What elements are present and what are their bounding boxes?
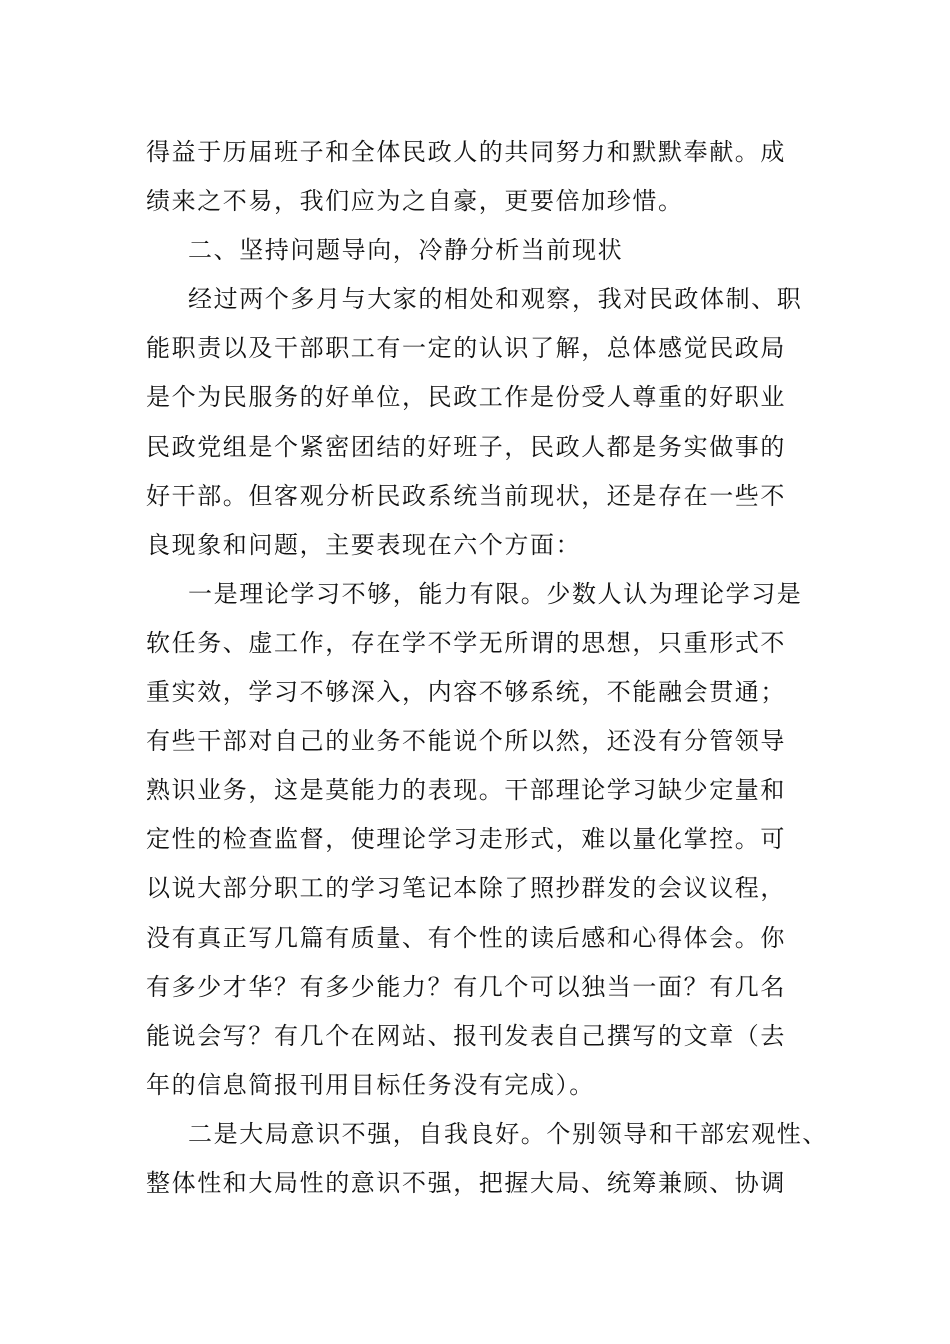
text-line-20: 年的信息简报刊用目标任务没有完成）。 xyxy=(146,1070,595,1099)
text-line-5: 能职责以及干部职工有一定的认识了解，总体感觉民政局 xyxy=(146,334,786,363)
text-line-8: 好干部。但客观分析民政系统当前现状，还是存在一些不 xyxy=(146,481,786,510)
text-line-12: 重实效，学习不够深入，内容不够系统，不能融会贯通； xyxy=(146,678,786,707)
text-line-4: 经过两个多月与大家的相处和观察，我对民政体制、职 xyxy=(188,285,803,314)
text-line-11: 软任务、虚工作，存在学不学无所谓的思想，只重形式不 xyxy=(146,628,786,657)
text-line-14: 熟识业务，这是莫能力的表现。干部理论学习缺少定量和 xyxy=(146,776,786,805)
text-line-16: 以说大部分职工的学习笔记本除了照抄群发的会议议程， xyxy=(146,874,786,903)
text-line-1: 得益于历届班子和全体民政人的共同努力和默默奉献。成 xyxy=(146,138,786,166)
text-line-13: 有些干部对自己的业务不能说个所以然，还没有分管领导 xyxy=(146,727,786,756)
text-line-2: 绩来之不易，我们应为之自豪，更要倍加珍惜。 xyxy=(146,187,684,216)
text-line-7: 民政党组是个紧密团结的好班子，民政人都是务实做事的 xyxy=(146,432,786,461)
text-line-15: 定性的检查监督，使理论学习走形式，难以量化掌控。可 xyxy=(146,825,786,854)
text-line-18: 有多少才华？有多少能力？有几个可以独当一面？有几名 xyxy=(146,972,786,1001)
text-line-6: 是个为民服务的好单位，民政工作是份受人尊重的好职业 xyxy=(146,383,786,412)
text-line-10: 一是理论学习不够，能力有限。少数人认为理论学习是 xyxy=(188,579,803,608)
text-line-17: 没有真正写几篇有质量、有个性的读后感和心得体会。你 xyxy=(146,923,786,952)
text-line-21: 二是大局意识不强，自我良好。个别领导和干部宏观性、 xyxy=(188,1119,828,1148)
text-line-9: 良现象和问题，主要表现在六个方面： xyxy=(146,530,582,559)
document-body xyxy=(146,128,826,1208)
text-line-19: 能说会写？有几个在网站、报刊发表自己撰写的文章（去 xyxy=(146,1021,786,1050)
section-heading: 二、坚持问题导向，冷静分析当前现状 xyxy=(188,236,624,265)
text-line-22: 整体性和大局性的意识不强，把握大局、统筹兼顾、协调 xyxy=(146,1168,786,1197)
